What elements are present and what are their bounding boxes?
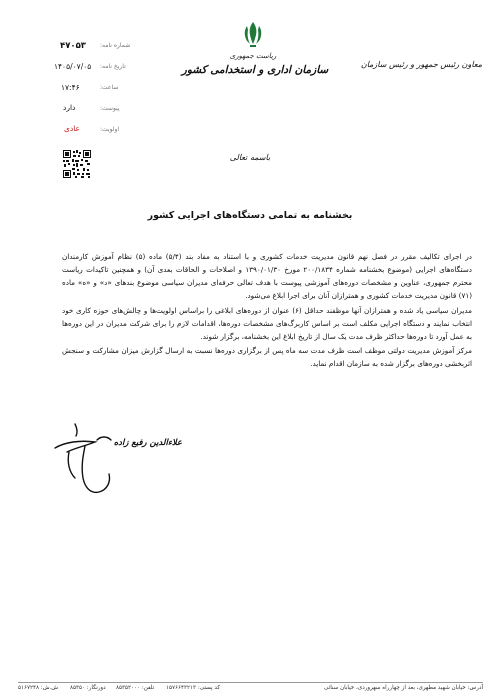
footer-phone: تلفن: ۸۵۳۵۲۰۰۰ [116,685,155,691]
time-value: ۱۷:۴۶ [61,83,80,92]
paragraph-1: در اجرای تکالیف مقرر در فصل نهم قانون مدیریت خدمات کشوری و با استناد به مفاد بند (۵/۴) ماده (۵) نظام آموزش کارمندان دستگاه‌های اجرایی (موضوع بخشنامه شماره ۲۰۰/۱۸۳۴ مورخ ۱۳۹۰/۰۱/۳۰ و اصلاحات و الحاقات بعدی آن) و همچنین تاکیدات ریاست محترم جمهوری، عناوین و مشخصات دوره‌های آموزشی پیوست با هدف تعالی حرفه‌ای مدیران سیاسی موضوع بندهای «د» و «ه» ماده (۷۱) قانون مدیریت خدمات کشوری و همترازان آنان برای اجرا ابلاغ می‌شود. [62,252,472,300]
attachment-value: دارد [63,103,76,112]
footer-address: آدرس: خیابان شهید مطهری، بعد از چهارراه سهروردی، خیابان سنائی [323,685,483,691]
circular-title: بخشنامه به تمامی دستگاه‌های اجرایی کشور [147,210,353,221]
footer-fax: دورنگار: ۸۵۳۵۰ [70,685,106,691]
signature-mark [45,422,125,502]
attachment-label: پیوست: [100,105,120,112]
date-value: ۱۴۰۵/۰۷/۰۵ [54,62,92,71]
org-top-label: ریاست جمهوری [229,52,277,60]
qr-code [63,150,91,178]
paragraph-3: مرکز آموزش مدیریت دولتی موظف است ظرف مدت سه ماه پس از برگزاری دوره‌ها نسبت به ارسال گزارش میزان مشارکت و سنجش اثربخشی دوره‌های برگزار شده به سازمان اقدام نماید. [62,346,472,368]
deputy-title: معاون رئیس جمهور و رئیس سازمان [360,60,482,69]
qr-code-icon [63,150,91,178]
org-name: سازمان اداری و استخدامی کشور [181,64,329,76]
footer-rule [18,682,483,683]
priority-value: عادی [64,124,80,133]
emblem-icon [241,20,265,48]
number-value: ۴۷۰۵۳ [60,41,86,51]
signature [45,422,125,502]
date-label: تاریخ نامه: [100,63,126,70]
footer-doc-no: ش.ش: ۵۱۶۷۲۴۸ [18,685,59,691]
time-label: ساعت: [100,84,119,91]
paragraph-2: مدیران سیاسی یاد شده و همترازان آنها موظفند حداقل (۶) عنوان از دوره‌های ابلاغی را براساس اولویت‌ها و چالش‌های حوزه کاری خود انتخاب نمایند و دستگاه اجرایی مکلف است بر اساس کاربرگ‌های مشخصات دوره‌ها، اقدامات لازم را برای شرکت مدیران در این دوره‌ها به عمل آورد تا دوره‌ها حداکثر ظرف مدت یک سال از تاریخ ابلاغ این بخشنامه، برگزار شوند. [62,306,473,341]
priority-label: اولویت: [100,126,120,133]
footer [18,685,483,695]
footer-postal: کد پستی: ۱۵۷۶۶۴۳۲۱۳ [166,685,220,691]
iran-emblem [241,20,265,48]
signatory-name: علاءالدین رفیع زاده [113,438,182,448]
basmala: باسمه تعالی [229,153,271,162]
number-label: شماره نامه: [100,42,131,49]
